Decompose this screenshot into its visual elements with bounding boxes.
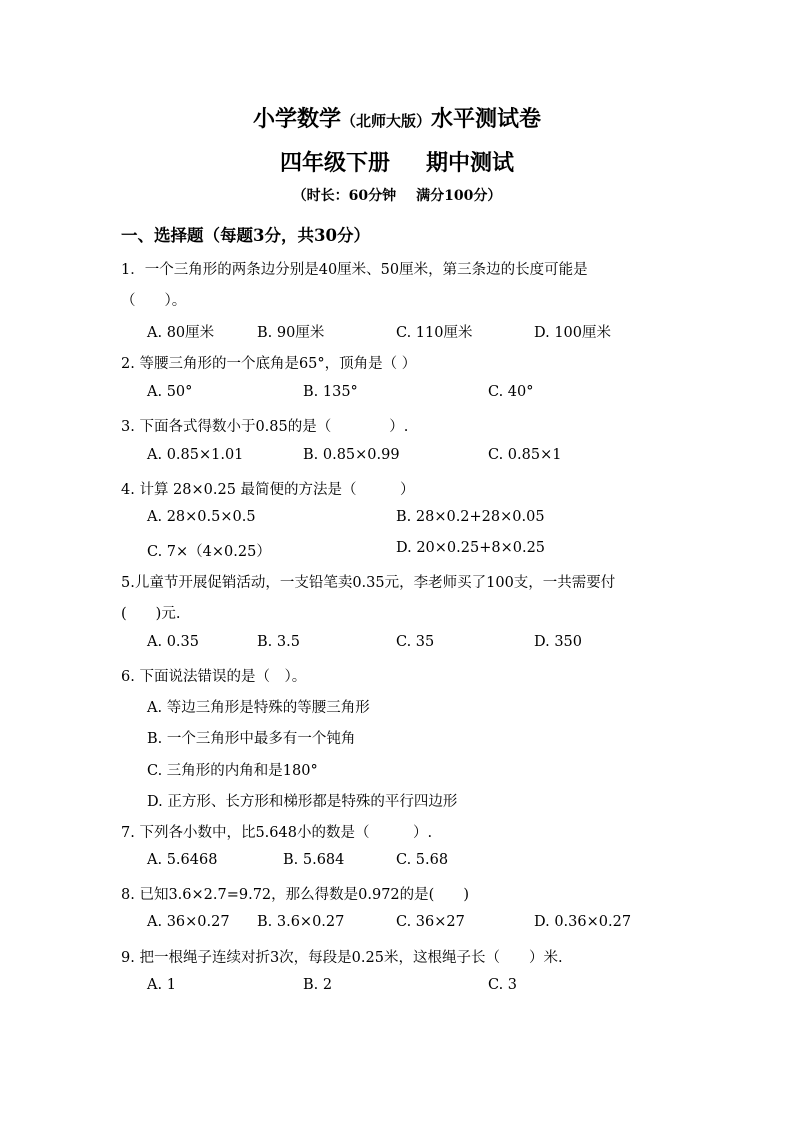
question-8-stem: 8. 已知3.6×2.7=9.72，那么得数是0.972的是( ) [121, 887, 469, 903]
question-4-option-a: A. 28×0.5×0.5 [147, 509, 256, 525]
question-2-option-c: C. 40° [488, 384, 534, 400]
title-part-a: 小学数学 [252, 106, 341, 132]
question-6-option-d: D. 正方形、长方形和梯形都是特殊的平行四边形 [147, 794, 458, 810]
question-8-option-b: B. 3.6×0.27 [257, 914, 345, 930]
exam-title [0, 102, 794, 133]
question-7-option-a: A. 5.6468 [147, 852, 218, 868]
question-4-option-b: B. 28×0.2+28×0.05 [396, 509, 545, 525]
question-1-option-c: C. 110厘米 [396, 325, 473, 341]
question-2-option-b: B. 135° [303, 384, 358, 400]
question-6-stem: 6. 下面说法错误的是（ ）。 [121, 669, 307, 685]
question-1-stem-line-2: （ ）。 [121, 293, 187, 309]
question-9-stem: 9. 把一根绳子连续对折3次，每段是0.25米，这根绳子长（ ）米. [121, 950, 563, 966]
question-1-option-d: D. 100厘米 [534, 325, 612, 341]
section-heading: 一、选择题（每题3分，共30分） [121, 226, 370, 245]
title-part-b: 水平测试卷 [431, 106, 542, 132]
question-5-option-a: A. 0.35 [147, 634, 199, 650]
question-7-option-b: B. 5.684 [283, 852, 345, 868]
exam-meta [0, 185, 794, 205]
question-9-option-c: C. 3 [488, 977, 518, 993]
duration-label: （时长：60分钟 [292, 188, 397, 204]
question-9-option-b: B. 2 [303, 977, 333, 993]
question-7-option-c: C. 5.68 [396, 852, 449, 868]
question-9-option-a: A. 1 [147, 977, 176, 993]
question-8-option-d: D. 0.36×0.27 [534, 914, 632, 930]
question-8-option-c: C. 36×27 [396, 914, 465, 930]
question-6-option-b: B. 一个三角形中最多有一个钝角 [147, 731, 356, 747]
question-5-stem-line-2: ( )元. [121, 606, 181, 622]
question-5-stem-line-1: 5.儿童节开展促销活动，一支铅笔卖0.35元，李老师买了100支，一共需要付 [121, 575, 616, 591]
question-3-stem: 3. 下面各式得数小于0.85的是（ ）. [121, 419, 409, 435]
question-2-stem: 2. 等腰三角形的一个底角是65°，顶角是（ ） [121, 356, 417, 372]
question-5-option-c: C. 35 [396, 634, 435, 650]
exam-subtitle [0, 146, 794, 177]
question-1-stem-line-1: 1．一个三角形的两条边分别是40厘米、50厘米，第三条边的长度可能是 [121, 262, 588, 278]
full-score-label: 满分100分） [416, 188, 502, 204]
question-2-option-a: A. 50° [147, 384, 193, 400]
exam-type-label: 期中测试 [426, 150, 515, 176]
question-4-option-c: C. 7×（4×0.25） [147, 544, 271, 560]
question-5-option-d: D. 350 [534, 634, 583, 650]
question-1-option-b: B. 90厘米 [257, 325, 325, 341]
question-7-stem: 7. 下列各小数中，比5.648小的数是（ ）. [121, 825, 433, 841]
question-6-option-a: A. 等边三角形是特殊的等腰三角形 [147, 700, 370, 716]
question-4-stem: 4. 计算 28×0.25 最简便的方法是（ ） [121, 482, 415, 498]
grade-label: 四年级下册 [279, 150, 390, 176]
question-3-option-a: A. 0.85×1.01 [147, 447, 244, 463]
question-6-option-c: C. 三角形的内角和是180° [147, 763, 318, 779]
question-3-option-c: C. 0.85×1 [488, 447, 562, 463]
question-5-option-b: B. 3.5 [257, 634, 300, 650]
question-8-option-a: A. 36×0.27 [147, 914, 230, 930]
question-3-option-b: B. 0.85×0.99 [303, 447, 400, 463]
question-4-option-d: D. 20×0.25+8×0.25 [396, 540, 546, 556]
title-edition: （北师大版） [340, 112, 431, 130]
question-1-option-a: A. 80厘米 [147, 325, 215, 341]
